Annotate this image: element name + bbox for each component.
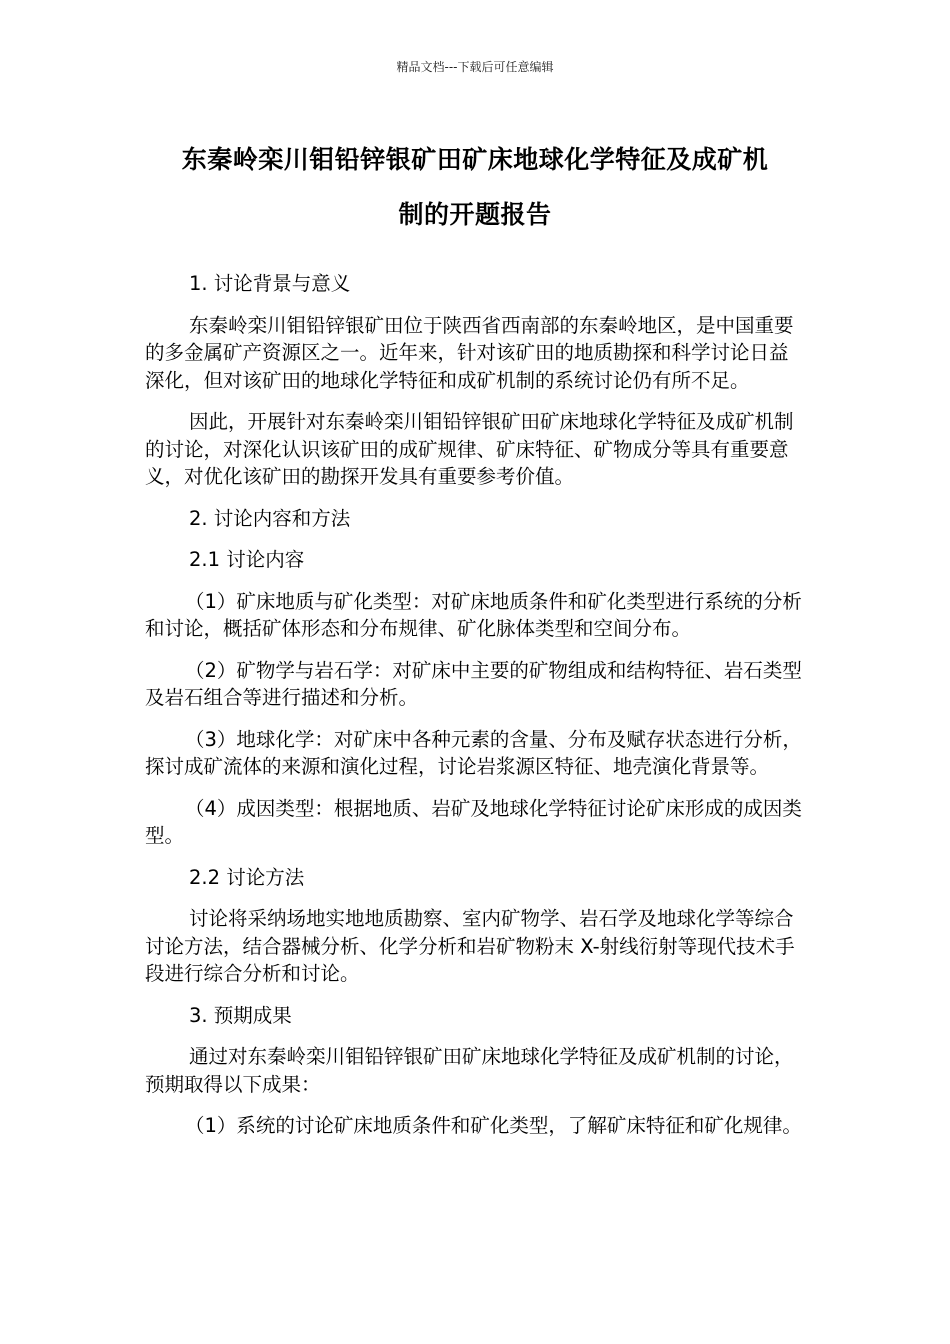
page-header-note: 精品文档---下载后可任意编辑 bbox=[396, 60, 554, 74]
document-title-line-1: 东秦岭栾川钼铅锌银矿田矿床地球化学特征及成矿机 bbox=[181, 145, 769, 174]
body-paragraph: 东秦岭栾川钼铅锌银矿田位于陕西省西南部的东秦岭地区，是中国重要的多金属矿产资源区之一。近年来，针对该矿田的地质勘探和科学讨论日益深化，但对该矿田的地球化学特征和成矿机制的系统讨论仍有所不足。 bbox=[145, 313, 794, 392]
body-paragraph: 通过对东秦岭栾川钼铅锌银矿田矿床地球化学特征及成矿机制的讨论，预期取得以下成果： bbox=[145, 1045, 794, 1096]
list-item: （1）系统的讨论矿床地质条件和矿化类型，了解矿床特征和矿化规律。 bbox=[185, 1114, 802, 1137]
subsection-heading: 2.1 讨论内容 bbox=[189, 548, 305, 571]
section-heading: 1. 讨论背景与意义 bbox=[189, 272, 351, 295]
document-body bbox=[145, 270, 805, 1154]
section-heading: 2. 讨论内容和方法 bbox=[189, 506, 351, 530]
subsection-heading: 2.2 讨论方法 bbox=[189, 865, 305, 889]
document-title-line-2: 制的开题报告 bbox=[398, 200, 552, 229]
list-item: （4）成因类型：根据地质、岩矿及地球化学特征讨论矿床形成的成因类型。 bbox=[145, 796, 802, 847]
section-heading: 3. 预期成果 bbox=[189, 1003, 292, 1027]
body-paragraph: 因此，开展针对东秦岭栾川钼铅锌银矿田矿床地球化学特征及成矿机制的讨论，对深化认识该矿田的成矿规律、矿床特征、矿物成分等具有重要意义，对优化该矿田的勘探开发具有重要参考价值。 bbox=[145, 410, 794, 488]
list-item: （2）矿物学与岩石学：对矿床中主要的矿物组成和结构特征、岩石类型及岩石组合等进行描述和分析。 bbox=[145, 658, 802, 709]
list-item: （1）矿床地质与矿化类型：对矿床地质条件和矿化类型进行系统的分析和讨论，概括矿体形态和分布规律、矿化脉体类型和空间分布。 bbox=[145, 589, 802, 640]
list-item: （3）地球化学：对矿床中各种元素的含量、分布及赋存状态进行分析，探讨成矿流体的来源和演化过程，讨论岩浆源区特征、地壳演化背景等。 bbox=[145, 727, 802, 778]
body-paragraph: 讨论将采纳场地实地地质勘察、室内矿物学、岩石学及地球化学等综合讨论方法，结合器械分析、化学分析和岩矿物粉末 X-射线衍射等现代技术手段进行综合分析和讨论。 bbox=[145, 907, 795, 985]
